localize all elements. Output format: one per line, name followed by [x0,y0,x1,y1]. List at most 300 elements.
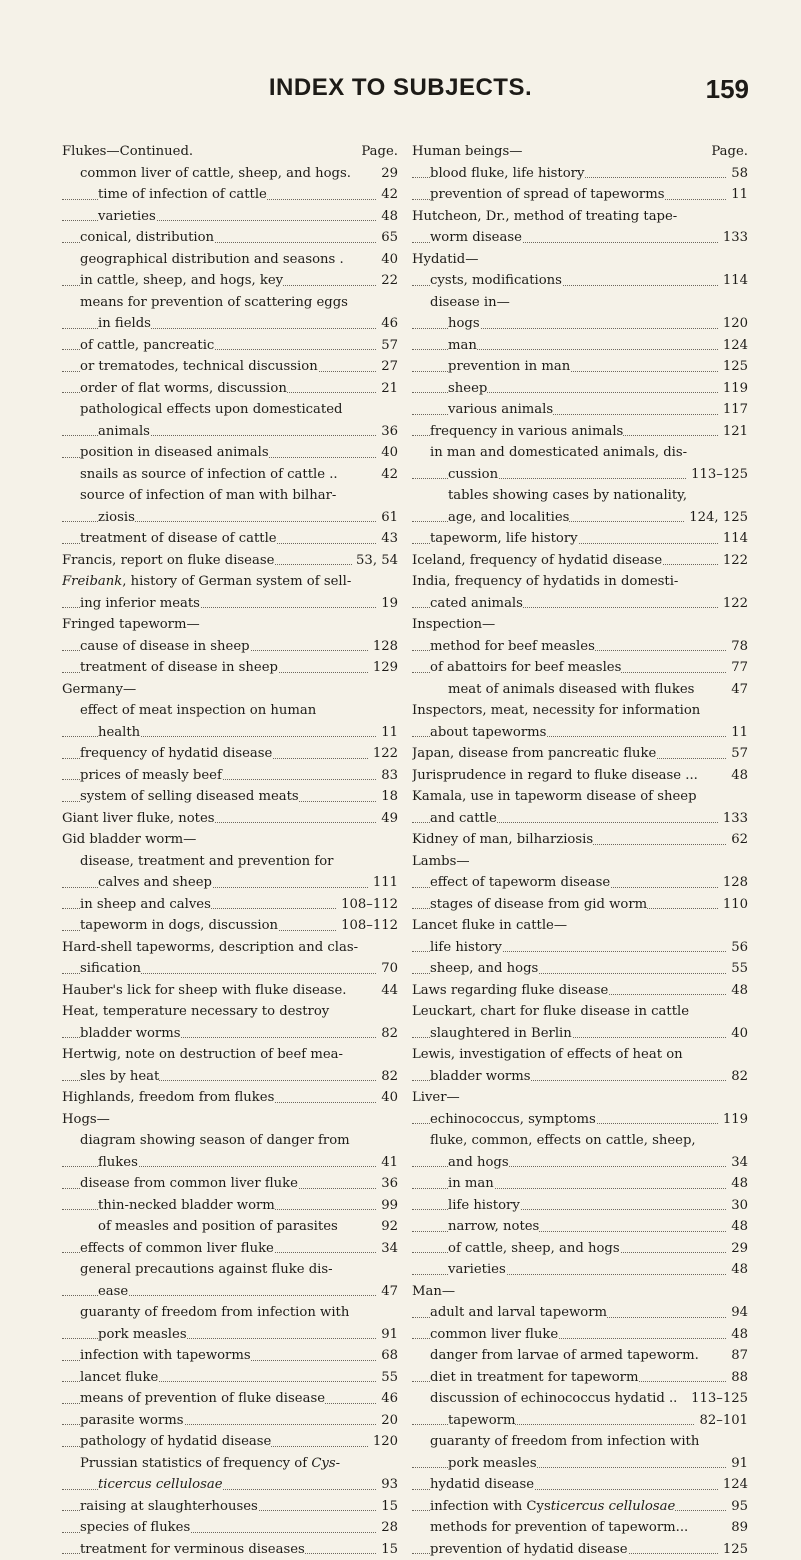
index-entry [62,786,398,808]
index-entry-text: in fields [98,316,151,331]
index-entry [62,1109,398,1131]
index-entry-page: 28 [377,1517,398,1539]
index-entry [412,1173,748,1195]
index-entry [412,485,748,507]
index-entry [412,206,748,228]
index-entry-text: effects of common liver fluke [80,1241,274,1256]
index-entry-page: 91 [727,1453,748,1475]
index-entry-text: Heat, temperature necessary to destroy [62,1004,329,1019]
index-entry [412,227,748,249]
index-entry [62,292,398,314]
index-entry [62,1345,398,1367]
index-entry-page: 56 [727,937,748,959]
index-entry-page: 44 [377,980,398,1002]
index-entry-text: Inspectors, meat, necessity for information [412,703,700,718]
index-entry-text: conical, distribution [80,230,214,245]
index-entry-page: 113–125 [687,1388,748,1410]
index-entry-text: prices of measly beef [80,768,222,783]
index-entry-page: 82 [727,1066,748,1088]
index-entry-text: Freibank, history of German system of sell- [62,574,351,589]
index-entry-text: system of selling diseased meats [80,789,299,804]
index-entry-text: common liver of cattle, sheep, and hogs. [80,166,351,181]
index-entry-text: cated animals [430,596,523,611]
index-entry-text: of abattoirs for beef measles [430,660,621,675]
index-entry [62,1259,398,1281]
index-entry-page: 93 [377,1474,398,1496]
index-entry-page: 48 [727,765,748,787]
index-entry-page: 11 [377,722,398,744]
index-entry [62,829,398,851]
index-entry-text: and hogs [448,1155,509,1170]
index-entry [412,657,748,679]
index-entry [412,915,748,937]
index-entry-text: methods for prevention of tapeworm... [430,1520,688,1535]
index-entry-text: worm disease [430,230,522,245]
index-entry-page: 46 [377,313,398,335]
index-entry-page: 108–112 [337,915,398,937]
index-entry [62,378,398,400]
index-entry-text: Hertwig, note on destruction of beef mea- [62,1047,343,1062]
index-entry [62,657,398,679]
index-entry [412,442,748,464]
index-entry-page: 40 [727,1023,748,1045]
page-number: 159 [706,74,749,105]
index-entry [62,507,398,529]
index-entry [62,1281,398,1303]
index-entry-text: Hydatid— [412,252,478,267]
index-entry [62,1388,398,1410]
index-entry-page: 133 [719,227,748,249]
index-entry-text: Kidney of man, bilharziosis [412,832,593,847]
index-entry [412,184,748,206]
index-entry-text: order of flat worms, discussion [80,381,287,396]
index-entry-text: meat of animals diseased with flukes [448,682,694,697]
index-column-right [412,141,748,1560]
index-entry-page: 65 [377,227,398,249]
index-entry [62,743,398,765]
index-entry-page: 125 [719,356,748,378]
index-entry-page: 119 [719,1109,748,1131]
index-entry-text: lancet fluke [80,1370,158,1385]
index-entry-page: 82–101 [695,1410,748,1432]
index-entry-page: 87 [727,1345,748,1367]
index-entry-text: and cattle [430,811,497,826]
index-entry-text: diagram showing season of danger from [80,1133,350,1148]
index-entry [412,1023,748,1045]
index-entry [412,1453,748,1475]
index-entry [62,614,398,636]
index-entry-text: Man— [412,1284,455,1299]
index-entry [412,743,748,765]
index-entry [62,722,398,744]
index-entry [412,356,748,378]
index-entry-text: or trematodes, technical discussion [80,359,318,374]
index-entry-text: common liver fluke [430,1327,558,1342]
index-entry [412,550,748,572]
index-entry-page: 15 [377,1539,398,1560]
index-entry [412,614,748,636]
index-entry-page: 11 [727,184,748,206]
index-entry-page: 20 [377,1410,398,1432]
index-entry-text: Iceland, frequency of hydatid disease [412,553,662,568]
index-entry [62,313,398,335]
index-entry-text: life history [430,940,502,955]
index-entry [62,184,398,206]
index-entry-page: 36 [377,1173,398,1195]
index-entry-page: 11 [727,722,748,744]
index-entry-text: echinococcus, symptoms [430,1112,596,1127]
index-entry-text: in cattle, sheep, and hogs, key [80,273,283,288]
index-entry-page: 91 [377,1324,398,1346]
index-entry-text: species of flukes [80,1520,190,1535]
index-entry-text: calves and sheep [98,875,212,890]
index-entry-page: 48 [727,1216,748,1238]
index-entry [62,571,398,593]
index-entry [412,679,748,701]
index-entry-text: of cattle, pancreatic [80,338,214,353]
index-entry-page: 49 [377,808,398,830]
index-entry [62,808,398,830]
index-entry-text: sles by heat [80,1069,159,1084]
index-entry-page: 40 [377,442,398,464]
index-entry [412,1324,748,1346]
index-entry [412,249,748,271]
page-column-label: Page. [707,141,748,163]
index-entry-page: 42 [377,464,398,486]
index-entry [412,1259,748,1281]
page-title: INDEX TO SUBJECTS. [0,74,801,102]
index-entry-page: 133 [719,808,748,830]
index-entry-page: 58 [727,163,748,185]
index-entry [62,851,398,873]
index-entry [412,872,748,894]
index-entry [412,1087,748,1109]
index-entry-text: Laws regarding fluke disease [412,983,608,998]
index-entry [412,270,748,292]
index-entry-text: ticercus cellulosae [98,1477,223,1492]
index-entry-page: 89 [727,1517,748,1539]
index-entry [412,292,748,314]
index-entry [62,958,398,980]
index-entry [412,593,748,615]
index-entry-text: fluke, common, effects on cattle, sheep, [430,1133,696,1148]
index-entry-page: 92 [377,1216,398,1238]
index-entry [62,335,398,357]
index-entry [412,1109,748,1131]
index-entry [62,980,398,1002]
index-entry [62,872,398,894]
index-entry [412,1539,748,1560]
index-entry-text: Human beings— [412,144,522,159]
index-entry-text: flukes [98,1155,138,1170]
index-entry-text: disease, treatment and prevention for [80,854,333,869]
index-entry [62,249,398,271]
index-entry-text: hogs [448,316,480,331]
index-entry-page: 124 [719,1474,748,1496]
index-entry-page: 27 [377,356,398,378]
index-entry-text: treatment of disease in sheep [80,660,278,675]
index-entry [412,1431,748,1453]
index-entry-text: stages of disease from gid worm [430,897,647,912]
index-entry [62,421,398,443]
index-entry-page: 47 [727,679,748,701]
index-entry [412,1238,748,1260]
index-entry [412,378,748,400]
index-entry-text: Hauber's lick for sheep with fluke disease. [62,983,346,998]
index-entry [412,464,748,486]
index-entry [412,1044,748,1066]
index-entry-page: 125 [719,1539,748,1560]
index-entry [412,1281,748,1303]
index-entry-page: 30 [727,1195,748,1217]
index-entry [62,528,398,550]
index-entry [62,1130,398,1152]
index-entry-text: pork measles [448,1456,537,1471]
index-entry-text: raising at slaughterhouses [80,1499,258,1514]
index-entry-page: 48 [727,980,748,1002]
index-entry-page: 88 [727,1367,748,1389]
index-entry [62,636,398,658]
index-entry [412,507,748,529]
index-entry-page: 61 [377,507,398,529]
index-entry-page: 110 [719,894,748,916]
index-entry [62,1044,398,1066]
index-entry-text: means of prevention of fluke disease [80,1391,325,1406]
index-entry-page: 120 [719,313,748,335]
index-entry-page: 46 [377,1388,398,1410]
index-entry-page: 114 [719,270,748,292]
index-entry-page: 113–125 [687,464,748,486]
index-entry-text: Flukes—Continued. [62,144,193,159]
index-entry-text: disease in— [430,295,510,310]
index-entry [62,485,398,507]
index-entry [62,1410,398,1432]
index-entry [412,1066,748,1088]
index-entry [62,1216,398,1238]
index-entry-page: 122 [719,593,748,615]
index-entry-text: danger from larvae of armed tapeworm. [430,1348,699,1363]
index-entry-text: ease [98,1284,128,1299]
index-entry-text: life history [448,1198,520,1213]
index-entry-text: geographical distribution and seasons . [80,252,344,267]
index-entry [412,528,748,550]
index-entry-text: Lewis, investigation of effects of heat on [412,1047,683,1062]
index-entry [62,1517,398,1539]
index-entry-page: 42 [377,184,398,206]
index-entry-text: sification [80,961,141,976]
index-entry [62,464,398,486]
index-entry-text: age, and localities [448,510,569,525]
index-entry-text: health [98,725,140,740]
index-entry [62,937,398,959]
index-entry-page: 77 [727,657,748,679]
index-entry-text: pathology of hydatid disease [80,1434,271,1449]
index-entry [412,313,748,335]
index-entry-page: 114 [719,528,748,550]
index-entry [412,1367,748,1389]
index-entry [412,1195,748,1217]
index-entry [412,571,748,593]
index-entry-text: parasite worms [80,1413,184,1428]
index-entry-text: Highlands, freedom from flukes [62,1090,274,1105]
index-entry-page: 55 [727,958,748,980]
index-entry-text: hydatid disease [430,1477,534,1492]
index-entry [62,1431,398,1453]
index-entry [62,1066,398,1088]
index-entry [412,851,748,873]
index-entry-page: 34 [377,1238,398,1260]
index-entry [412,1001,748,1023]
index-entry [412,636,748,658]
index-entry [412,808,748,830]
index-entry-text: cussion [448,467,498,482]
index-entry-text: time of infection of cattle [98,187,267,202]
index-entry [412,786,748,808]
index-entry [62,1152,398,1174]
index-entry [412,829,748,851]
index-entry-page: 122 [369,743,398,765]
index-entry-text: guaranty of freedom from infection with [430,1434,699,1449]
index-entry [62,1496,398,1518]
index-entry-text: prevention of hydatid disease [430,1542,628,1557]
index-entry-text: cause of disease in sheep [80,639,250,654]
index-entry [412,958,748,980]
index-entry-page: 117 [719,399,748,421]
index-entry-text: guaranty of freedom from infection with [80,1305,349,1320]
index-entry [412,765,748,787]
index-entry-page: 129 [369,657,398,679]
index-entry [62,356,398,378]
index-entry-page: 70 [377,958,398,980]
index-entry [412,1410,748,1432]
index-entry-page: 18 [377,786,398,808]
index-entry-page: 120 [369,1431,398,1453]
index-entry-text: Inspection— [412,617,495,632]
index-entry-text: means for prevention of scattering eggs [80,295,348,310]
index-entry-page: 53, 54 [352,550,398,572]
index-entry [412,1345,748,1367]
index-entry-text: Kamala, use in tapeworm disease of sheep [412,789,697,804]
index-entry-page: 55 [377,1367,398,1389]
index-entry-text: method for beef measles [430,639,595,654]
index-entry-text: of cattle, sheep, and hogs [448,1241,620,1256]
index-entry-text: ing inferior meats [80,596,200,611]
index-entry-page: 40 [377,1087,398,1109]
index-entry [62,206,398,228]
index-entry [412,1216,748,1238]
index-entry-text: varieties [98,209,156,224]
index-entry-page: 41 [377,1152,398,1174]
index-entry [412,894,748,916]
index-entry-text: Japan, disease from pancreatic fluke [412,746,656,761]
index-entry-text: source of infection of man with bilhar- [80,488,336,503]
index-entry-text: bladder worms [430,1069,531,1084]
index-entry-text: in man [448,1176,494,1191]
index-entry [412,421,748,443]
index-entry-text: tapeworm, life history [430,531,578,546]
index-entry-page: 48 [727,1324,748,1346]
index-entry-text: Liver— [412,1090,460,1105]
index-entry-text: Giant liver fluke, notes [62,811,215,826]
index-entry-page: 78 [727,636,748,658]
index-entry-page: 83 [377,765,398,787]
index-entry-text: Hogs— [62,1112,110,1127]
index-entry-page: 57 [727,743,748,765]
index-entry [412,163,748,185]
index-entry-page: 43 [377,528,398,550]
index-entry [62,227,398,249]
index-entry-text: Francis, report on fluke disease [62,553,274,568]
index-entry-page: 19 [377,593,398,615]
index-entry-text: various animals [448,402,553,417]
index-entry-text: Lambs— [412,854,470,869]
index-entry [412,1474,748,1496]
index-entry-text: infection with tapeworms [80,1348,251,1363]
index-entry-text: Lancet fluke in cattle— [412,918,567,933]
index-entry-page: 15 [377,1496,398,1518]
index-entry [412,937,748,959]
index-entry [62,270,398,292]
index-entry-text: animals [98,424,150,439]
index-entry-text: bladder worms [80,1026,181,1041]
index-entry-text: diet in treatment for tapeworm [430,1370,638,1385]
index-entry [412,1302,748,1324]
index-entry [62,1539,398,1560]
index-entry [62,1238,398,1260]
index-entry [412,1517,748,1539]
index-entry [62,765,398,787]
index-entry-page: 95 [727,1496,748,1518]
index-entry-page: 48 [377,206,398,228]
index-entry-page: 62 [727,829,748,851]
index-entry-text: Leuckart, chart for fluke disease in cattle [412,1004,689,1019]
index-entry-text: prevention of spread of tapeworms [430,187,665,202]
index-entry-text: treatment of disease of cattle [80,531,277,546]
index-entry-text: blood fluke, life history [430,166,584,181]
index-entry [62,1367,398,1389]
index-entry-text: Gid bladder worm— [62,832,196,847]
index-entry-text: Prussian statistics of frequency of Cys- [80,1456,340,1471]
index-entry-text: slaughtered in Berlin [430,1026,572,1041]
index-entry-page: 121 [719,421,748,443]
index-entry-text: cysts, modifications [430,273,562,288]
index-entry-text: Fringed tapeworm— [62,617,200,632]
index-entry-text: general precautions against fluke dis- [80,1262,333,1277]
index-entry-text: prevention in man [448,359,570,374]
index-entry-text: varieties [448,1262,506,1277]
index-entry-text: pork measles [98,1327,187,1342]
index-entry [62,550,398,572]
index-entry-text: Hutcheon, Dr., method of treating tape- [412,209,677,224]
index-entry [62,1302,398,1324]
index-entry [62,1195,398,1217]
index-entry-text: snails as source of infection of cattle .. [80,467,338,482]
index-entry-text: India, frequency of hydatids in domesti- [412,574,678,589]
index-entry-page: 40 [377,249,398,271]
index-entry [62,593,398,615]
index-entry-text: frequency of hydatid disease [80,746,272,761]
index-entry-text: Hard-shell tapeworms, description and clas- [62,940,358,955]
page-column-label: Page. [357,141,398,163]
index-entry-page: 122 [719,550,748,572]
index-entry-text: effect of tapeworm disease [430,875,610,890]
index-entry-page: 128 [719,872,748,894]
index-entry [62,1173,398,1195]
index-entry-text: pathological effects upon domesticated [80,402,342,417]
index-entry-text: tapeworm [448,1413,515,1428]
index-entry [62,442,398,464]
index-entry-text: infection with Cysticercus cellulosae [430,1499,675,1514]
